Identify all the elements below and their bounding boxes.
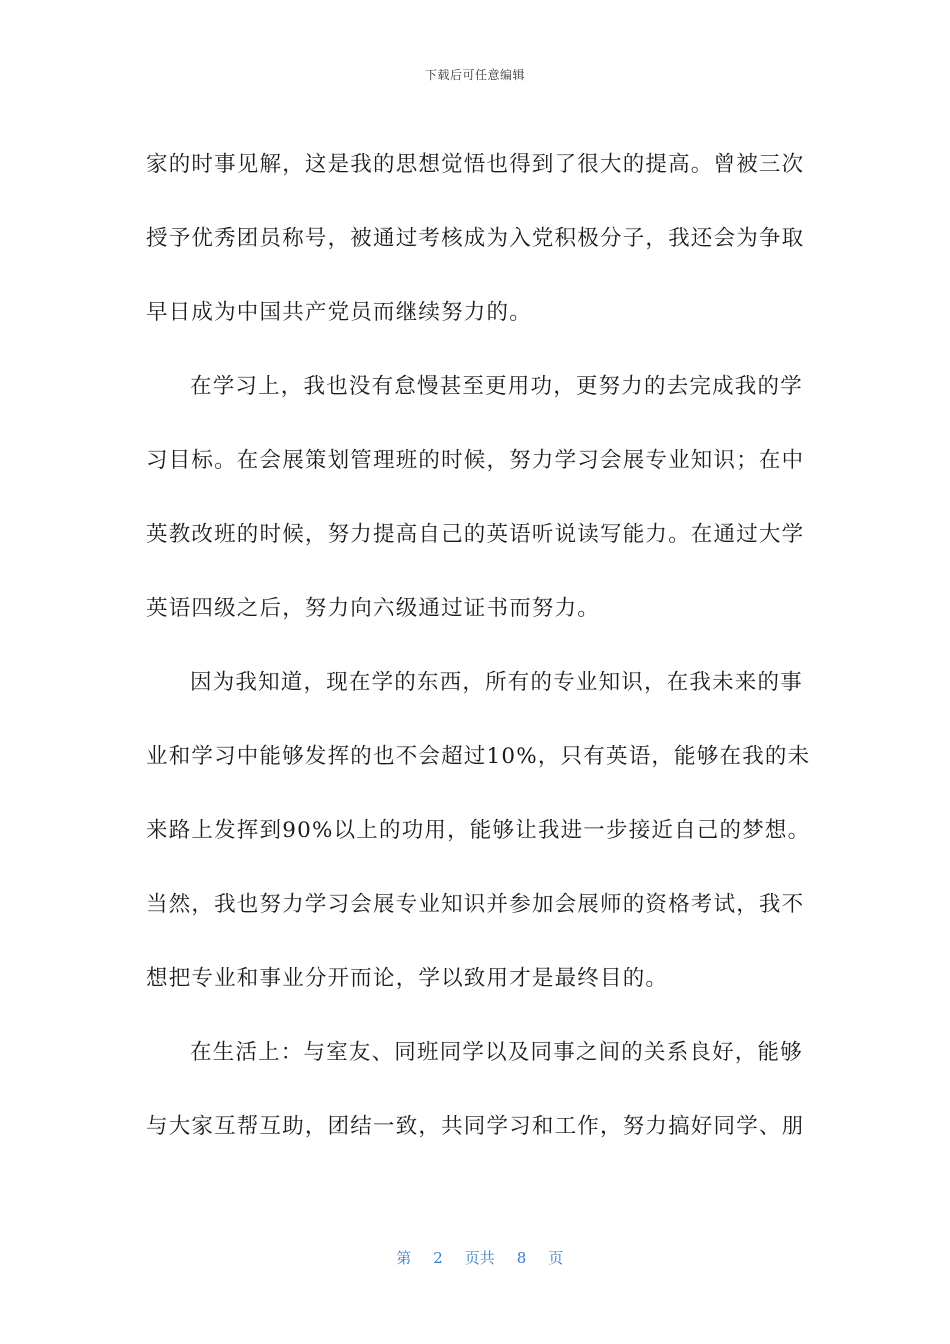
text-line: 英语四级之后，努力向六级通过证书而努力。 bbox=[146, 596, 601, 621]
footer-current-page: 2 bbox=[433, 1249, 443, 1267]
page-footer bbox=[0, 1229, 950, 1268]
text-line: 早日成为中国共产党员而继续努力的。 bbox=[146, 300, 532, 325]
paragraph-start-line: 在生活上：与室友、同班同学以及同事之间的关系良好，能够 bbox=[190, 1040, 803, 1065]
text-line: 授予优秀团员称号，被通过考核成为入党积极分子，我还会为争取 bbox=[146, 226, 805, 251]
paragraph-start-line: 因为我知道，现在学的东西，所有的专业知识，在我未来的事 bbox=[190, 670, 803, 695]
paragraph-start-line: 在学习上，我也没有怠慢甚至更用功，更努力的去完成我的学 bbox=[190, 374, 803, 399]
page-header: 下载后可任意编辑 bbox=[424, 68, 525, 82]
text-line: 习目标。在会展策划管理班的时候，努力学习会展专业知识；在中 bbox=[146, 448, 805, 473]
footer-ye: 页 bbox=[548, 1249, 564, 1267]
footer-di: 第 bbox=[396, 1249, 412, 1267]
text-line: 英教改班的时候，努力提高自己的英语听说读写能力。在通过大学 bbox=[146, 522, 805, 547]
text-line: 来路上发挥到90%以上的功用，能够让我进一步接近自己的梦想。 bbox=[146, 818, 811, 843]
text-line: 与大家互帮互助，团结一致，共同学习和工作，努力搞好同学、朋 bbox=[146, 1114, 805, 1139]
text-line: 想把专业和事业分开而论，学以致用才是最终目的。 bbox=[146, 966, 669, 991]
text-line: 当然，我也努力学习会展专业知识并参加会展师的资格考试，我不 bbox=[146, 892, 805, 917]
footer-ye-gong: 页共 bbox=[464, 1249, 495, 1267]
text-line: 业和学习中能够发挥的也不会超过10%，只有英语，能够在我的未 bbox=[146, 744, 811, 769]
text-line: 家的时事见解，这是我的思想觉悟也得到了很大的提高。曾被三次 bbox=[146, 152, 805, 177]
document-body bbox=[146, 128, 811, 1164]
footer-total-pages: 8 bbox=[516, 1249, 527, 1267]
